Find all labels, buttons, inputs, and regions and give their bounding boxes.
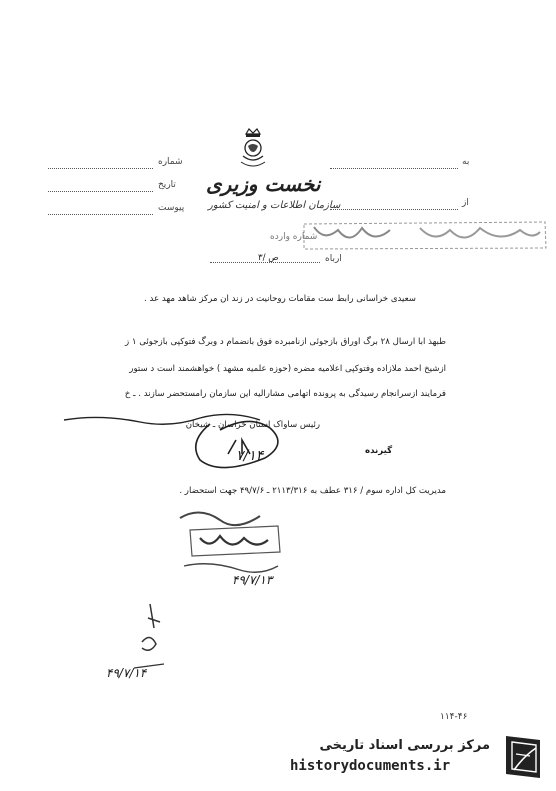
received-stamp-text: شماره وارده: [270, 232, 318, 242]
reference-code: ص /۳: [258, 253, 279, 263]
cc-line: مدیریت کل اداره سوم / ۳۱۶ عطف به ۲۱۱۳/۳۱۶ ـ ۴۹/۷/۶ جهت استحضار .: [179, 486, 446, 496]
letterhead-subtitle: سازمان اطلاعات و امنیت کشور: [208, 200, 341, 211]
peyvast-line: [48, 214, 153, 215]
be-label: به: [462, 157, 470, 167]
body-line-1: سعیدی خراسانی رابط ست مقامات روحانیت در زند ان مرکز شاهد مهد عد .: [144, 294, 416, 304]
shomare-line: [48, 168, 153, 169]
lion-and-sun-emblem-icon: [236, 128, 270, 170]
watermark-name: مرکز بررسی اسناد تاریخی: [319, 738, 490, 753]
body-line-4: فرمایند ازسرانجام رسیدگی به پرونده اتهامی مشارالیه این سازمان رامستحضر سازند . ـ خ: [124, 389, 446, 399]
received-stamp: [300, 218, 550, 252]
tarikh-line: [48, 191, 153, 192]
watermark-site: historydocuments.ir: [290, 758, 451, 774]
footer-code: ۱۱۴-۴۶: [440, 712, 468, 722]
body-line-3: ازشیخ احمد ملازاده وفتوکپی اعلامیه مضره (حوزه علمیه مشهد ) خواهشمند است د ستور: [129, 364, 446, 374]
recipient-label: گیرنده: [365, 446, 393, 456]
signature-title: رئیس ساواک استان خراسان ـ شیخان: [185, 420, 320, 430]
watermark-logo-icon: [498, 730, 548, 784]
az-label: از: [462, 198, 469, 208]
be-line: [330, 168, 458, 169]
shomare-label: شماره: [158, 157, 183, 167]
body-line-2: طبهذ ابا ارسال ۲۸ برگ اوراق بازجوئی ازنامبرده فوق بانضمام د وبرگ فتوکپی بازجوئی ۱ ز: [125, 337, 446, 347]
az-line: [330, 209, 458, 210]
handwritten-date-3: ۴۹/۷/۱۴: [106, 666, 147, 680]
peyvast-label: پیوست: [158, 203, 185, 213]
handwritten-date-2: ۷/۱۴: [236, 448, 264, 464]
reference-label: ارباه: [325, 254, 342, 264]
tarikh-label: تاریخ: [158, 180, 176, 190]
handwritten-date-1: ۴۹/۷/۱۳: [232, 573, 273, 587]
letterhead-title: نخست وزیری: [206, 172, 321, 196]
